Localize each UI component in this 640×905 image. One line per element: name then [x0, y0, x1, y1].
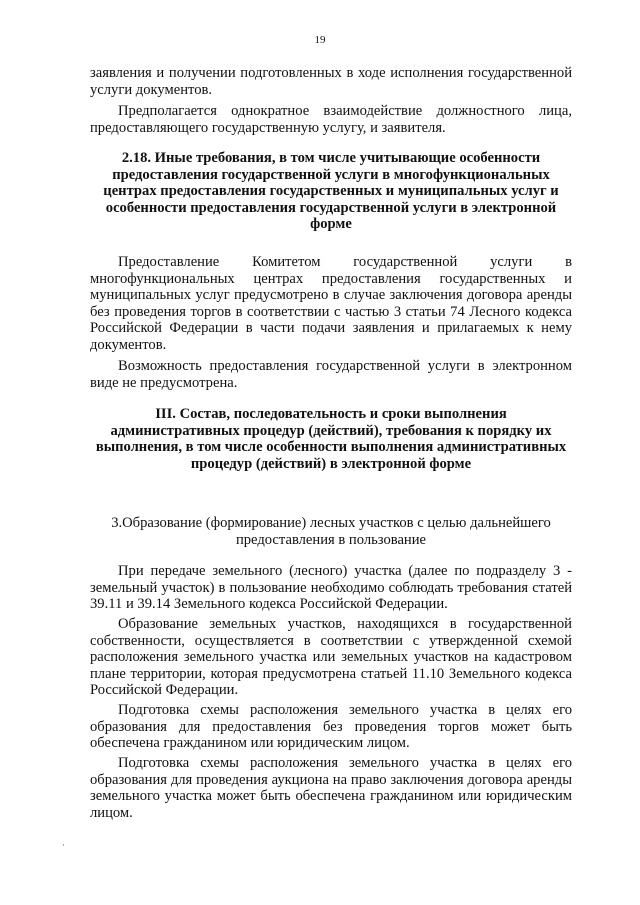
paragraph-electronic: Возможность предоставления государственной услуги в электронном виде не предусмотрена. [90, 358, 572, 391]
section-heading-2-18: 2.18. Иные требования, в том числе учитывающие особенности предоставления государственной услуги в многофункциональных центрах предоставления государственных и муниципальных услуг и особенности предоставления государственной услуги в электронной форме [103, 150, 559, 232]
paragraph-interaction: Предполагается однократное взаимодействие должностного лица, предоставляющего государственную услугу, и заявителя. [90, 103, 572, 136]
paragraph-continuation: заявления и получении подготовленных в ходе исполнения государственной услуги документов. [90, 65, 572, 98]
paragraph-mfc: Предоставление Комитетом государственной услуги в многофункциональных центрах предоставления государственных и муниципальных услуг предусмотрено в случае заключения договора аренды без проведения торгов в соответствии с частью 3 статьи 74 Лесного кодекса Российской Федерации в части подачи заявления и прилагаемых к нему документов. [90, 254, 572, 353]
paragraph-land-transfer: При передаче земельного (лесного) участка (далее по подразделу 3 - земельный участок) в пользование необходимо соблюдать требования статей 39.11 и 39.14 Земельного кодекса Российской Федерации. [90, 563, 572, 612]
paragraph-scheme-no-auction: Подготовка схемы расположения земельного участка в целях его образования для предоставления без проведения торгов может быть обеспечена гражданином или юридическим лицом. [90, 702, 572, 751]
scan-mark: · [62, 840, 65, 850]
paragraph-scheme-auction: Подготовка схемы расположения земельного участка в целях его образования для проведения аукциона на право заключения договора аренды земельного участка может быть обеспечена гражданином или юридическим лицом. [90, 755, 572, 821]
paragraph-land-formation: Образование земельных участков, находящихся в государственной собственности, осуществляется в соответствии с утвержденной схемой расположения земельного участка или земельных участков на кадастровом плане территории, которая предусмотрена статьей 11.10 Земельного кодекса Российской Федерации. [90, 616, 572, 698]
page-number: 19 [314, 34, 326, 46]
subsection-heading-3: 3.Образование (формирование) лесных участков с целью дальнейшего предоставления в пользование [111, 515, 551, 548]
section-heading-iii: III. Состав, последовательность и сроки выполнения административных процедур (действий), требования к порядку их выполнения, в том числе особенности выполнения административных процедур (действий) в электронной форме [95, 406, 567, 472]
